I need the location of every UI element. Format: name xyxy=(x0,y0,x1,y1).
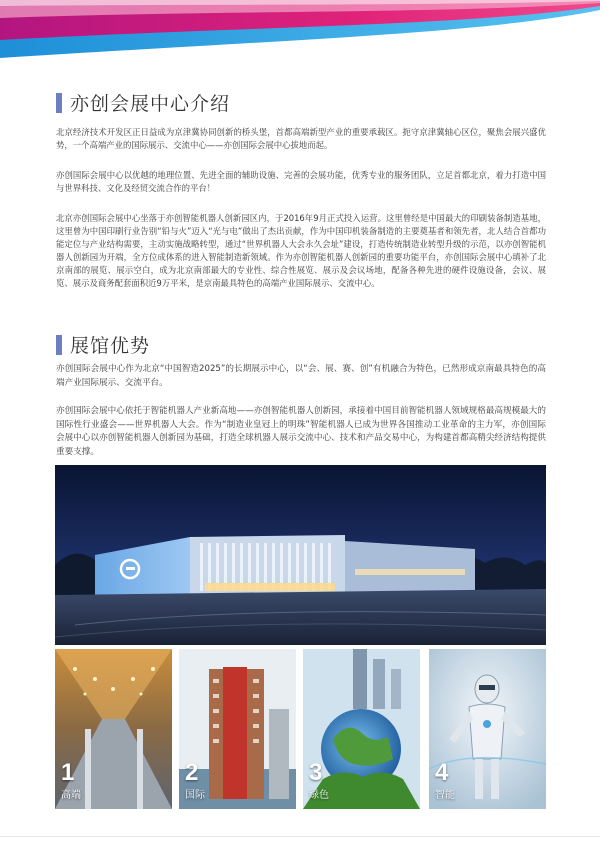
intro-paragraph-3: 北京亦创国际会展中心坐落于亦创智能机器人创新园区内，于2016年9月正式投入运营。这里曾经是中国最大的印刷装备制造基地，这里曾为中国印刷行业告别“铅与火”迈入“光与电”做出了杰出贡献，作为中国印机装备制造的主要奠基者和领先者，北人结合首都功能定位与产业结构需要，主动实施战略转型，通过“世界机器人大会永久会址”建设，打造传统制造业转型升级的示范，以亦创智能机器人创新园为开端，全方位成体系的进入智能制造新领域。作为亦创智能机器人创新园的重要功能平台，亦创国际会展中心填补了北京南部的展览、展示空白，成为北京南部最大的专业性、综合性展览、展示及会议场地，配备各种先进的硬件设施设备，会议、展览、展示及商务配套面积近9万平米，是京南最具特色的高端产业国际展示、交流中心。 xyxy=(56,213,546,289)
advantages-paragraph-1: 亦创国际会展中心作为北京“中国智造2025”的长期展示中心，以“会、展、赛、创”有机融合为特色，已然形成京南最具特色的高端产业国际展示、交流平台。 xyxy=(56,364,546,388)
intro-section-title xyxy=(56,89,230,116)
gallery-label: 智能 xyxy=(435,790,455,801)
advantages-paragraph-2: 亦创国际会展中心依托于智能机器人产业新高地——亦创智能机器人创新园，承接着中国目前智能机器人领域规格最高规模最大的国际性行业盛会——世界机器人大会。作为“制造业皇冠上的明珠”智能机器人已成为世界各国推动工业革命的主力军，亦创国际会展中心以亦创智能机器人创新园为基础，打造全球机器人展示交流中心、技术和产品交易中心，为构建首都高精尖经济结构提供重要支撑。 xyxy=(56,406,546,457)
gallery-number: 1 xyxy=(61,759,75,786)
gallery-number: 2 xyxy=(185,759,199,786)
advantages-section-title xyxy=(56,331,150,358)
top-wave-banner xyxy=(0,0,600,60)
gallery-item-international xyxy=(179,649,296,809)
intro-paragraph-2: 亦创国际会展中心以优越的地理位置、先进全面的辅助设施、完善的会展功能，优秀专业的服务团队，立足首都北京，着力打造中国与世界科技、文化及经贸交流合作的平台！ xyxy=(56,170,546,194)
title-accent-bar xyxy=(56,335,62,355)
gallery-number: 3 xyxy=(309,759,323,786)
gallery-item-green xyxy=(303,649,420,809)
intro-title-text: 亦创会展中心介绍 xyxy=(70,93,231,115)
exhibition-center-photo xyxy=(55,465,546,645)
gallery-label: 高端 xyxy=(61,790,81,801)
gallery-label: 国际 xyxy=(185,790,205,801)
gallery-number: 4 xyxy=(435,759,449,786)
advantages-title-text: 展馆优势 xyxy=(70,335,151,357)
gallery-item-high-end xyxy=(55,649,172,809)
title-accent-bar xyxy=(56,93,62,113)
footer-divider xyxy=(0,836,600,837)
intro-paragraph-1: 北京经济技术开发区正日益成为京津冀协同创新的桥头堡，首都高端新型产业的重要承载区。扼守京津冀轴心区位，聚焦会展兴盛优势，一个高端产业的国际展示、交流中心——亦创国际会展中心拔地而起。 xyxy=(56,127,546,151)
gallery-label: 绿色 xyxy=(309,790,329,801)
gallery-item-intelligent xyxy=(429,649,546,809)
